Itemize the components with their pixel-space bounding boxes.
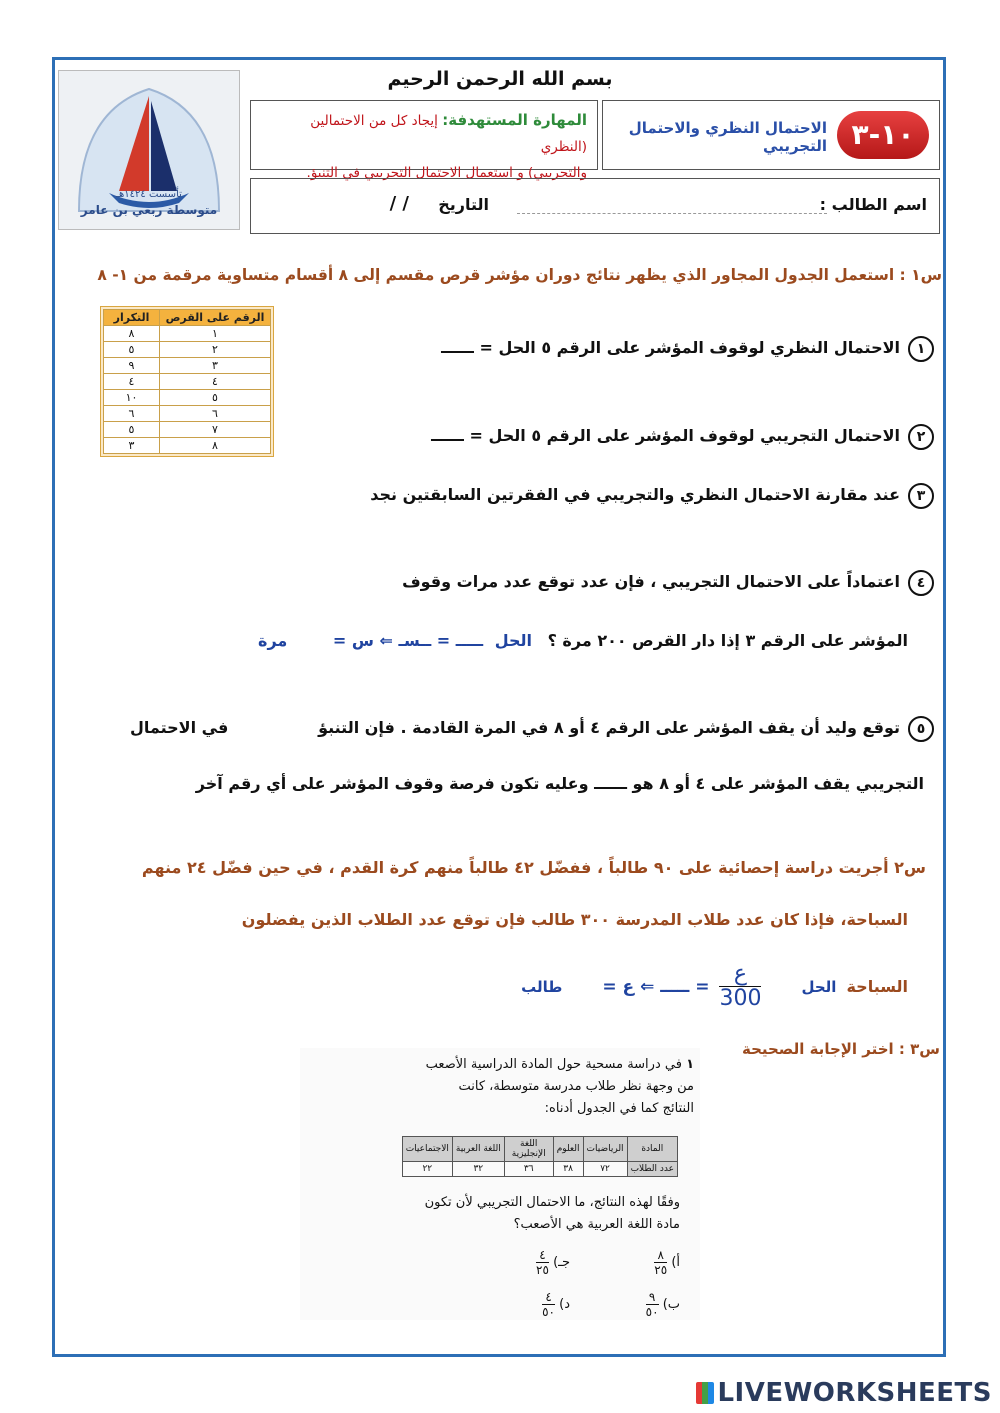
frac-den: ٢٥ [536, 1263, 549, 1277]
q1-item-5 [318, 716, 934, 742]
option-label: أ) [671, 1255, 680, 1270]
table-cell: ٣ [104, 438, 160, 454]
q2-equation: = ـــــ ⇐ ع = [602, 976, 710, 997]
table-header: الاجتماعيات [402, 1137, 452, 1162]
solution-label: الحل [494, 631, 532, 650]
table-row [104, 438, 271, 454]
table-cell: ٩ [104, 358, 160, 374]
table-cell: ٦ [104, 406, 160, 422]
table-row [402, 1162, 677, 1177]
q2-fraction [719, 962, 761, 1011]
q1-item-4-text: اعتماداً على الاحتمال التجريبي ، فإن عدد توقع عدد مرات وقوف [402, 572, 900, 591]
liveworksheets-icon [696, 1382, 714, 1404]
table-header: الرقم على القرص [160, 310, 271, 326]
skill-box [250, 100, 598, 181]
option-fraction [646, 1290, 659, 1319]
frequency-table-wrap [100, 306, 274, 457]
frac-num: ٩ [648, 1290, 656, 1304]
frac-den: ٥٠ [542, 1305, 555, 1319]
solution-label: الحل [801, 977, 837, 996]
table-cell: ٥ [104, 422, 160, 438]
skill-text-1: إيجاد كل من الاحتمالين (النظري [310, 113, 587, 155]
q3-intro [404, 1054, 694, 1120]
table-row [104, 326, 271, 342]
q1-item-2-text: الاحتمال التجريبي لوقوف المؤشر على الرقم ٥ الحل = ــــــ [431, 426, 900, 445]
q1-item-4-equation: ـــــ = ــسـ ⇐ س = [332, 631, 484, 650]
table-cell: ٥ [160, 390, 271, 406]
q2-line-1: س٢ أجريت دراسة إحصائية على ٩٠ طالباً ، ففضّل ٤٢ طالباً منهم كرة القدم ، في حين فضّل ٢٤ منهم [141, 858, 926, 877]
q1-item-5-line-2: التجريبي يقف المؤشر على ٤ أو ٨ هو ــــــ وعليه تكون فرصة وقوف المؤشر على أي رقم آخر [195, 774, 924, 793]
table-cell: ٣٦ [504, 1162, 553, 1177]
table-row [104, 406, 271, 422]
item-number: ٣ [908, 483, 934, 509]
table-cell: ٨ [160, 438, 271, 454]
date-label: التاريخ [438, 195, 489, 214]
frac-num: ٨ [657, 1248, 664, 1262]
q3-scanned-question [300, 1048, 700, 1320]
table-cell: ٤ [104, 374, 160, 390]
option-c[interactable] [536, 1248, 570, 1277]
q1-item-4-question: المؤشر على الرقم ٣ إذا دار القرص ٢٠٠ مرة ؟ [547, 631, 908, 650]
q3-number: ١ [686, 1057, 694, 1072]
table-row [104, 390, 271, 406]
q1-item-1 [441, 336, 934, 362]
option-fraction [536, 1248, 549, 1277]
q1-prompt: س١ : استعمل الجدول المجاور الذي يظهر نتائج دوران مؤشر قرص مقسم إلى ٨ أقسام متساوية مرقمة من ١- ٨ [97, 266, 942, 284]
table-cell: ١٠ [104, 390, 160, 406]
table-row [104, 374, 271, 390]
q1-item-3-text: عند مقارنة الاحتمال النظري والتجريبي في الفقرتين السابقتين نجد [370, 485, 900, 504]
skill-text-2: والتجريبي) و استعمال الاحتمال التجريبي في التنبؤ. [306, 165, 587, 181]
frequency-table [103, 309, 271, 454]
table-header: العلوم [553, 1137, 583, 1162]
q2-line-2: السباحة، فإذا كان عدد طلاب المدرسة ٣٠٠ طالب فإن توقع عدد الطلاب الذين يفضلون [241, 910, 908, 929]
table-row [104, 358, 271, 374]
table-header: اللغة الإنجليزية [504, 1137, 553, 1162]
table-row-label: عدد الطلاب [627, 1162, 677, 1177]
q1-item-5-text: توقع وليد أن يقف المؤشر على الرقم ٤ أو ٨ في المرة القادمة . فإن التنبؤ [318, 718, 900, 737]
table-cell: ٧ [160, 422, 271, 438]
table-row [104, 342, 271, 358]
option-label: د) [559, 1297, 570, 1312]
student-name-label: اسم الطالب : [819, 195, 927, 214]
frac-den: ٢٥ [654, 1263, 668, 1277]
table-header: المادة [627, 1137, 677, 1162]
logo-caption-1: متوسطة ربعي بن عامر [80, 203, 218, 217]
item-number: ٢ [908, 424, 934, 450]
q2-fraction-den: 300 [719, 986, 762, 1011]
subjects-table [402, 1136, 678, 1177]
q3-intro-2: من وجهة نظر طلاب مدرسة متوسطة، كانت [458, 1079, 694, 1094]
q1-item-2 [431, 424, 934, 450]
option-d[interactable] [542, 1290, 570, 1319]
table-cell: ٥ [104, 342, 160, 358]
table-header: التكرار [104, 310, 160, 326]
skill-label: المهارة المستهدفة: [442, 111, 587, 129]
option-a[interactable] [654, 1248, 680, 1277]
q3-question-2: مادة اللغة العربية هي الأصعب؟ [513, 1217, 680, 1232]
school-logo [58, 70, 240, 230]
q3-intro-1: في دراسة مسحية حول المادة الدراسية الأصعب [425, 1057, 682, 1072]
table-cell: ٦ [160, 406, 271, 422]
q3-prompt: س٣ : اختر الإجابة الصحيحة [741, 1040, 940, 1058]
item-number: ٥ [908, 716, 934, 742]
table-cell: ٢ [160, 342, 271, 358]
item-number: ٤ [908, 570, 934, 596]
q1-item-4-line-2 [258, 631, 908, 650]
frac-num: ٤ [545, 1290, 552, 1304]
q2-swimming: السباحة [846, 977, 908, 996]
item-number: ١ [908, 336, 934, 362]
option-fraction [654, 1248, 667, 1277]
table-cell: ٣٢ [452, 1162, 504, 1177]
lesson-number-badge: ١٠-٣ [837, 111, 929, 159]
q1-item-4-unit: مرة [258, 631, 288, 650]
table-cell: ٢٢ [402, 1162, 452, 1177]
table-row [104, 422, 271, 438]
frac-num: ٤ [539, 1248, 546, 1262]
table-cell: ٧٢ [583, 1162, 627, 1177]
q3-intro-3: النتائج كما في الجدول أدناه: [544, 1101, 694, 1116]
liveworksheets-logo[interactable] [696, 1378, 992, 1408]
table-row [402, 1137, 677, 1162]
option-fraction [542, 1290, 555, 1319]
q1-item-1-text: الاحتمال النظري لوقوف المؤشر على الرقم ٥ الحل = ــــــ [441, 338, 900, 357]
q1-item-3 [370, 483, 934, 509]
q2-fraction-num: ع [733, 961, 748, 986]
student-info-box [250, 178, 940, 234]
option-label: جـ) [553, 1255, 570, 1270]
frac-den: ٥٠ [645, 1305, 659, 1319]
q2-solution-row [521, 962, 908, 1011]
table-cell: ٨ [104, 326, 160, 342]
lesson-title: الاحتمال النظري والاحتمال التجريبي [628, 119, 827, 155]
q3-question-1: وفقًا لهذه النتائج، ما الاحتمال التجريبي لأن تكون [424, 1195, 680, 1210]
q2-unit: طالب [521, 977, 563, 996]
q1-item-5-end: في الاحتمال [130, 718, 229, 737]
option-b[interactable] [646, 1290, 680, 1319]
table-header: اللغة العربية [452, 1137, 504, 1162]
option-label: ب) [662, 1297, 680, 1312]
q3-question [425, 1192, 680, 1236]
table-cell: ٣ [160, 358, 271, 374]
lesson-header [602, 100, 940, 170]
student-name-field[interactable] [517, 213, 827, 214]
table-header: الرياضيات [583, 1137, 627, 1162]
table-cell: ٤ [160, 374, 271, 390]
footer-brand: LIVEWORKSHEETS [717, 1378, 992, 1408]
table-cell: ١ [160, 326, 271, 342]
logo-caption-2: تأسست ١٤٢٤هـ [116, 189, 182, 200]
table-cell: ٣٨ [553, 1162, 583, 1177]
bismillah: بسم الله الرحمن الرحيم [387, 68, 613, 90]
date-field[interactable]: / / [389, 193, 409, 214]
q1-item-4 [402, 570, 934, 596]
